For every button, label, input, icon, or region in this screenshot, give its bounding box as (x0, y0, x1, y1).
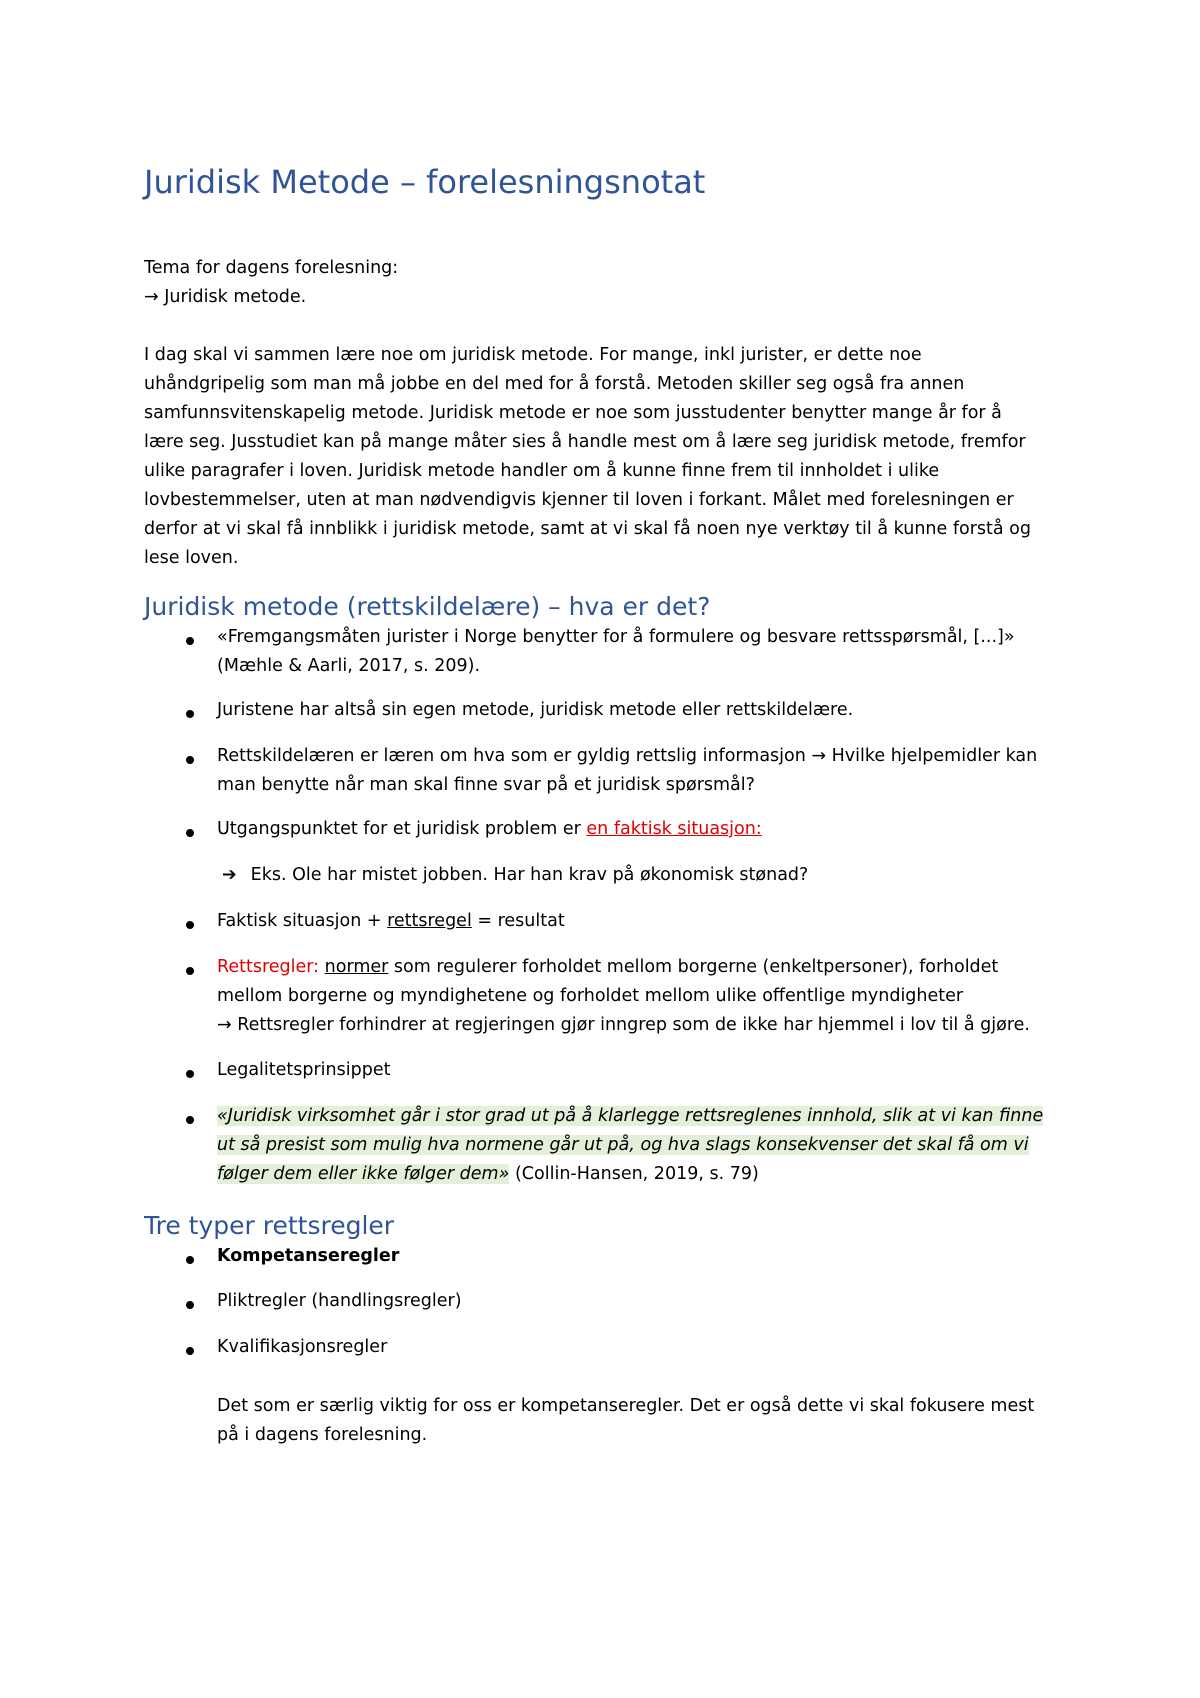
bullet-icon (186, 829, 194, 837)
paragraph-line: lovbestemmelser, uten at man nødvendigvis kjenner til loven i forkant. Målet med forelesningen er (144, 490, 1014, 510)
bullet-icon (186, 921, 194, 929)
list-item-continuation: mellom borgerne og myndighetene og forholdet mellom ulike offentlige myndigheter (217, 986, 964, 1006)
intro-line: Tema for dagens forelesning: (144, 258, 399, 278)
quote-line: «Juridisk virksomhet går i stor grad ut på å klarlegge rettsreglenes innhold, slik at vi kan finne (217, 1106, 1044, 1126)
bullet-icon (186, 1256, 194, 1264)
list-item: «Fremgangsmåten jurister i Norge benytter for å formulere og besvare rettsspørsmål, [...]» (217, 627, 1015, 647)
paragraph-line: lese loven. (144, 548, 239, 568)
closing-line: på i dagens forelesning. (217, 1425, 428, 1445)
paragraph-line: uhåndgripelig som man må jobbe en del med for å forstå. Metoden skiller seg også fra annen (144, 374, 965, 394)
paragraph-line: ulike paragrafer i loven. Juridisk metode handler om å kunne finne frem til innholdet i ulike (144, 461, 940, 481)
page-title: Juridisk Metode – forelesningsnotat (144, 163, 706, 201)
list-item: Kvalifikasjonsregler (217, 1337, 388, 1357)
section-heading-method: Juridisk metode (rettskildelære) – hva er det? (144, 592, 711, 621)
list-item: Rettskildelæren er læren om hva som er gyldig rettslig informasjon → Hvilke hjelpemidler kan (217, 746, 1038, 766)
list-item: Juristene har altså sin egen metode, juridisk metode eller rettskildelære. (217, 700, 854, 720)
paragraph-line: derfor at vi skal få innblikk i juridisk metode, samt at vi skal få noen nye verktøy til å kunne forstå og (144, 519, 1031, 539)
bullet-icon (186, 1116, 194, 1124)
arrow-icon: → (217, 1015, 232, 1035)
bullet-icon (186, 967, 194, 975)
arrow-icon: ➔ (222, 865, 237, 885)
bullet-icon (186, 1070, 194, 1078)
bullet-icon (186, 756, 194, 764)
paragraph-line: I dag skal vi sammen lære noe om juridisk metode. For mange, inkl jurister, er dette noe (144, 345, 922, 365)
list-item-continuation: → Rettsregler forhindrer at regjeringen gjør inngrep som de ikke har hjemmel i lov til å gjøre. (217, 1015, 1030, 1035)
list-item: Faktisk situasjon + rettsregel = resultat (217, 911, 565, 931)
list-item: Rettsregler: normer som regulerer forholdet mellom borgerne (enkeltpersoner), forholdet (217, 957, 999, 977)
list-item: Pliktregler (handlingsregler) (217, 1291, 462, 1311)
list-item: Kompetanseregler (217, 1246, 400, 1266)
section-heading-rule-types: Tre typer rettsregler (144, 1211, 395, 1240)
bullet-icon (186, 710, 194, 718)
closing-line: Det som er særlig viktig for oss er kompetanseregler. Det er også dette vi skal fokusere mest (217, 1396, 1035, 1416)
quote-line: ut så presist som mulig hva normene går ut på, og hva slags konsekvenser det skal få om vi (217, 1135, 1029, 1155)
citation: (Collin-Hansen, 2019, s. 79) (509, 1164, 759, 1184)
list-item-continuation: man benytte når man skal finne svar på et juridisk spørsmål? (217, 775, 755, 795)
arrow-icon: → (811, 746, 827, 766)
paragraph-line: samfunnsvitenskapelig metode. Juridisk metode er noe som jusstudenter benytter mange år for å (144, 403, 1002, 423)
list-item: Utgangspunktet for et juridisk problem er en faktisk situasjon: (217, 819, 762, 839)
bullet-icon (186, 1301, 194, 1309)
quote-line: følger dem eller ikke følger dem» (Collin-Hansen, 2019, s. 79) (217, 1164, 759, 1184)
intro-topic: → Juridisk metode. (144, 287, 307, 307)
example-line: ➔ Eks. Ole har mistet jobben. Har han krav på økonomisk stønad? (222, 865, 809, 885)
bullet-icon (186, 637, 194, 645)
list-item: Legalitetsprinsippet (217, 1060, 391, 1080)
bullet-icon (186, 1347, 194, 1355)
highlighted-term: en faktisk situasjon: (586, 819, 762, 839)
list-item-continuation: (Mæhle & Aarli, 2017, s. 209). (217, 656, 481, 676)
paragraph-line: lære seg. Jusstudiet kan på mange måter sies å handle mest om å lære seg juridisk metode, fremfor (144, 432, 1026, 452)
arrow-icon: → (144, 287, 159, 307)
